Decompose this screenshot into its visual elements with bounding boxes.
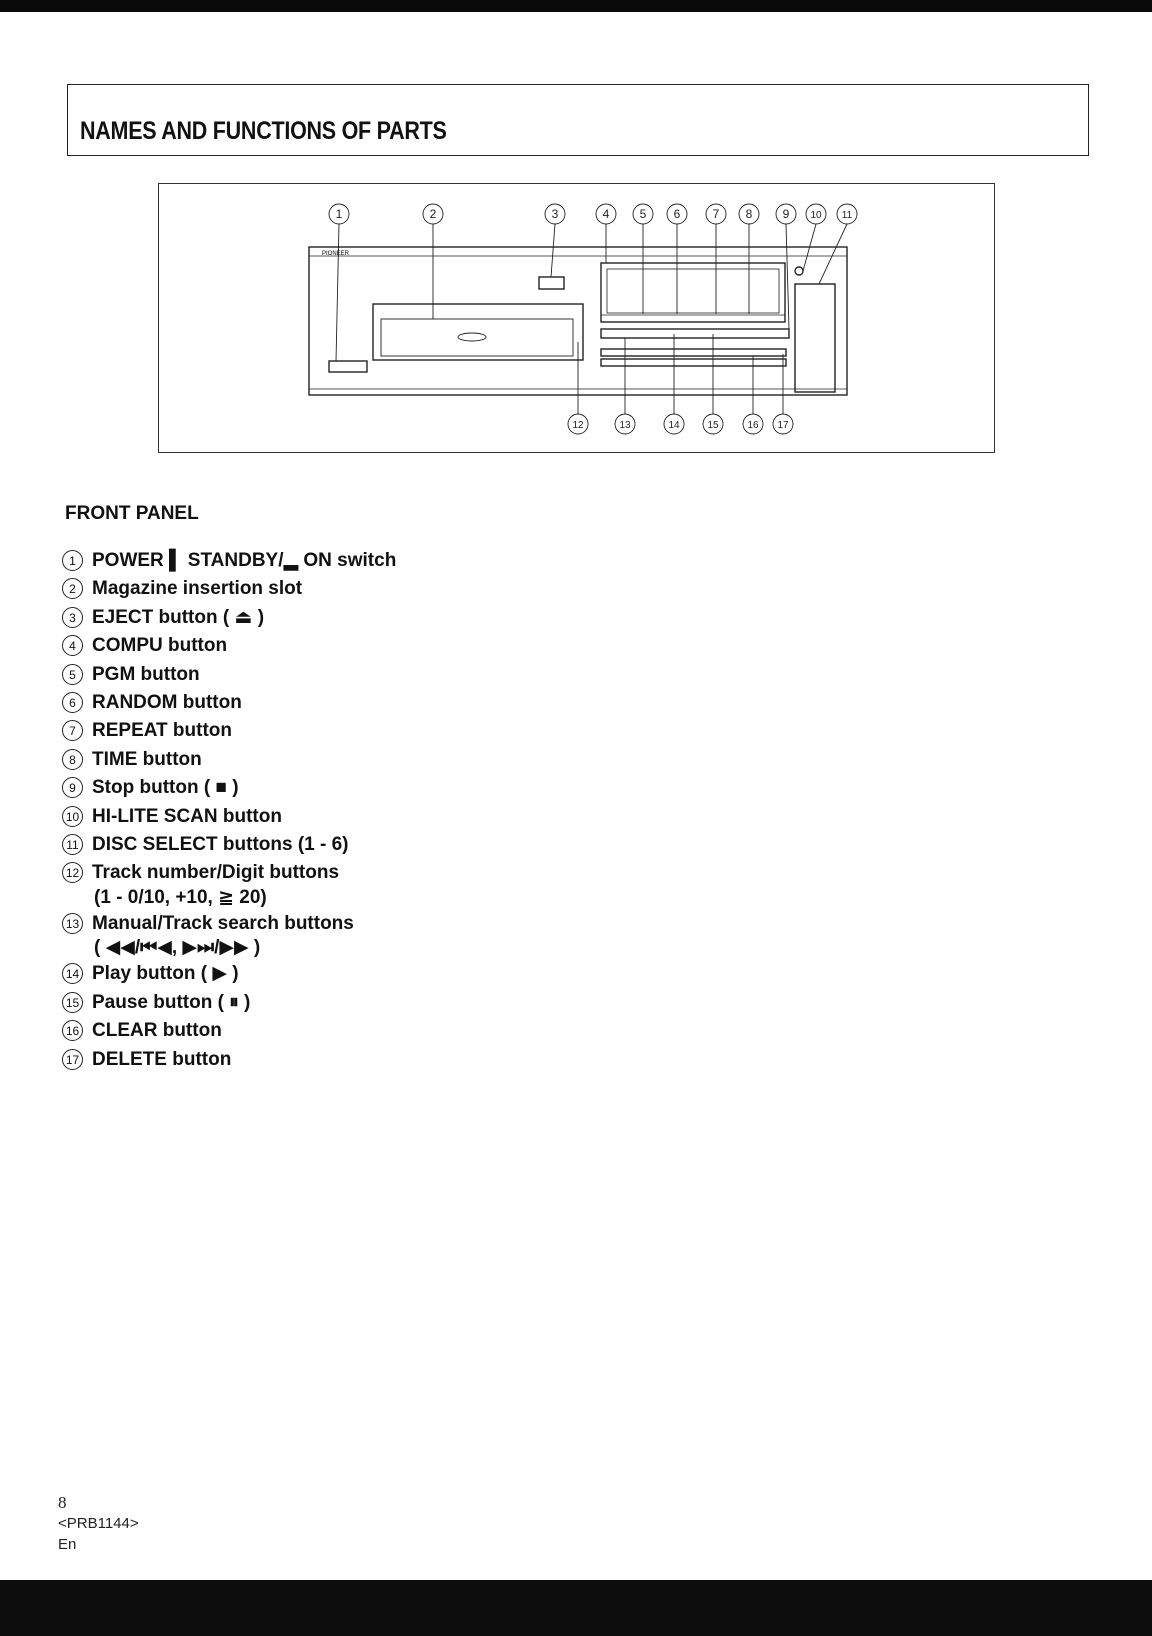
front-panel-diagram: [158, 183, 995, 453]
part-label: DISC SELECT buttons (1 - 6): [92, 834, 349, 856]
part-item-6: [62, 689, 396, 717]
power-switch: [329, 361, 367, 372]
part-label: Track number/Digit buttons: [92, 862, 340, 884]
brand-logo-text: PIONEER: [322, 251, 350, 257]
page-title: NAMES AND FUNCTIONS OF PARTS: [80, 117, 447, 145]
part-item-13: [62, 910, 396, 960]
top-scan-border: [0, 0, 1152, 12]
part-sublabel: ( ◀◀/⏮◀, ▶⏭/▶▶ ): [94, 937, 261, 959]
page-number: 8: [58, 1493, 67, 1512]
part-label: POWER ▌ STANDBY/▂ ON switch: [92, 550, 397, 571]
hi-lite-scan-button: [795, 267, 803, 275]
callout-top-3-number: 3: [551, 207, 559, 221]
disc-select-column: [795, 284, 835, 392]
callout-bottom-15-number: 15: [707, 420, 719, 431]
part-item-14: [62, 960, 396, 988]
part-item-2: [62, 575, 396, 603]
part-label: COMPU button: [92, 635, 228, 657]
part-label: Manual/Track search buttons: [92, 912, 354, 934]
callout-bottom-13-number: 13: [619, 420, 631, 431]
callout-bottom-14-number: 14: [668, 420, 680, 431]
callout-top-5-number: 5: [639, 207, 647, 221]
part-item-12: [62, 859, 396, 909]
callout-top-3-leader-line: [551, 224, 555, 277]
part-item-5: [62, 661, 396, 689]
part-number-badge: 10: [62, 806, 83, 827]
part-label: RANDOM button: [92, 692, 242, 714]
callout-top-7-number: 7: [712, 207, 720, 221]
title-box: [67, 84, 1089, 156]
front-panel-illustration: [159, 184, 996, 454]
magazine-slot: [373, 304, 583, 360]
part-item-7: [62, 717, 396, 745]
part-item-10: [62, 803, 396, 831]
callout-top-10-number: 10: [810, 210, 822, 221]
part-number-badge: 12: [62, 862, 83, 883]
part-number-badge: 6: [62, 692, 83, 713]
callout-top-1-leader-line: [336, 224, 339, 361]
magazine-logo: [458, 333, 486, 341]
callout-top-9-leader-line: [786, 224, 789, 329]
part-item-15: [62, 989, 396, 1017]
part-label: REPEAT button: [92, 720, 233, 742]
part-number-badge: 17: [62, 1049, 83, 1070]
transport-buttons-row: [601, 329, 789, 338]
part-number-badge: 11: [62, 834, 83, 855]
part-number-badge: 8: [62, 749, 83, 770]
part-label: DELETE button: [92, 1048, 232, 1070]
part-sublabel: (1 - 0/10, +10, ≧ 20): [94, 886, 267, 908]
part-label: Pause button ( ⏸ ): [92, 991, 251, 1013]
part-number-badge: 14: [62, 963, 83, 984]
part-item-8: [62, 746, 396, 774]
part-item-3: [62, 604, 396, 632]
part-number-badge: 1: [62, 550, 83, 571]
part-item-9: [62, 774, 396, 802]
part-label: PGM button: [92, 663, 200, 685]
part-label: CLEAR button: [92, 1020, 222, 1042]
callout-bottom-16-number: 16: [747, 420, 759, 431]
part-number-badge: 4: [62, 635, 83, 656]
part-label: Play button ( ▶ ): [92, 963, 239, 985]
page-footer: [58, 1492, 139, 1555]
language-code: En: [58, 1536, 77, 1553]
callout-top-9-number: 9: [782, 207, 790, 221]
parts-list: [62, 547, 396, 1074]
part-label: TIME button: [92, 748, 202, 770]
part-number-badge: 7: [62, 720, 83, 741]
part-item-1: [62, 547, 396, 575]
part-number-badge: 16: [62, 1020, 83, 1041]
callout-bottom-12-number: 12: [572, 420, 584, 431]
section-title: FRONT PANEL: [65, 503, 199, 524]
part-number-badge: 2: [62, 578, 83, 599]
document-code: <PRB1144>: [58, 1515, 139, 1532]
part-item-11: [62, 831, 396, 859]
part-number-badge: 13: [62, 913, 83, 934]
bottom-scan-border: [0, 1580, 1152, 1636]
part-label: EJECT button ( ⏏ ): [92, 606, 265, 628]
callout-bottom-17-number: 17: [777, 420, 789, 431]
part-number-badge: 5: [62, 664, 83, 685]
callout-top-1-number: 1: [335, 207, 343, 221]
callout-top-8-number: 8: [745, 207, 753, 221]
callout-top-2-number: 2: [429, 207, 437, 221]
eject-button: [539, 277, 564, 289]
part-number-badge: 3: [62, 607, 83, 628]
callout-top-6-number: 6: [673, 207, 681, 221]
part-item-16: [62, 1017, 396, 1045]
part-item-17: [62, 1046, 396, 1074]
digit-buttons-row-2: [601, 359, 786, 366]
digit-buttons-row-1: [601, 349, 786, 356]
part-number-badge: 15: [62, 992, 83, 1013]
part-label: HI-LITE SCAN button: [92, 805, 282, 827]
part-number-badge: 9: [62, 777, 83, 798]
part-label: Stop button ( ■ ): [92, 777, 239, 799]
callout-top-4-number: 4: [602, 207, 610, 221]
part-item-4: [62, 632, 396, 660]
callout-top-11-leader-line: [819, 224, 847, 284]
part-label: Magazine insertion slot: [92, 578, 303, 600]
callout-top-11-number: 11: [841, 210, 853, 221]
